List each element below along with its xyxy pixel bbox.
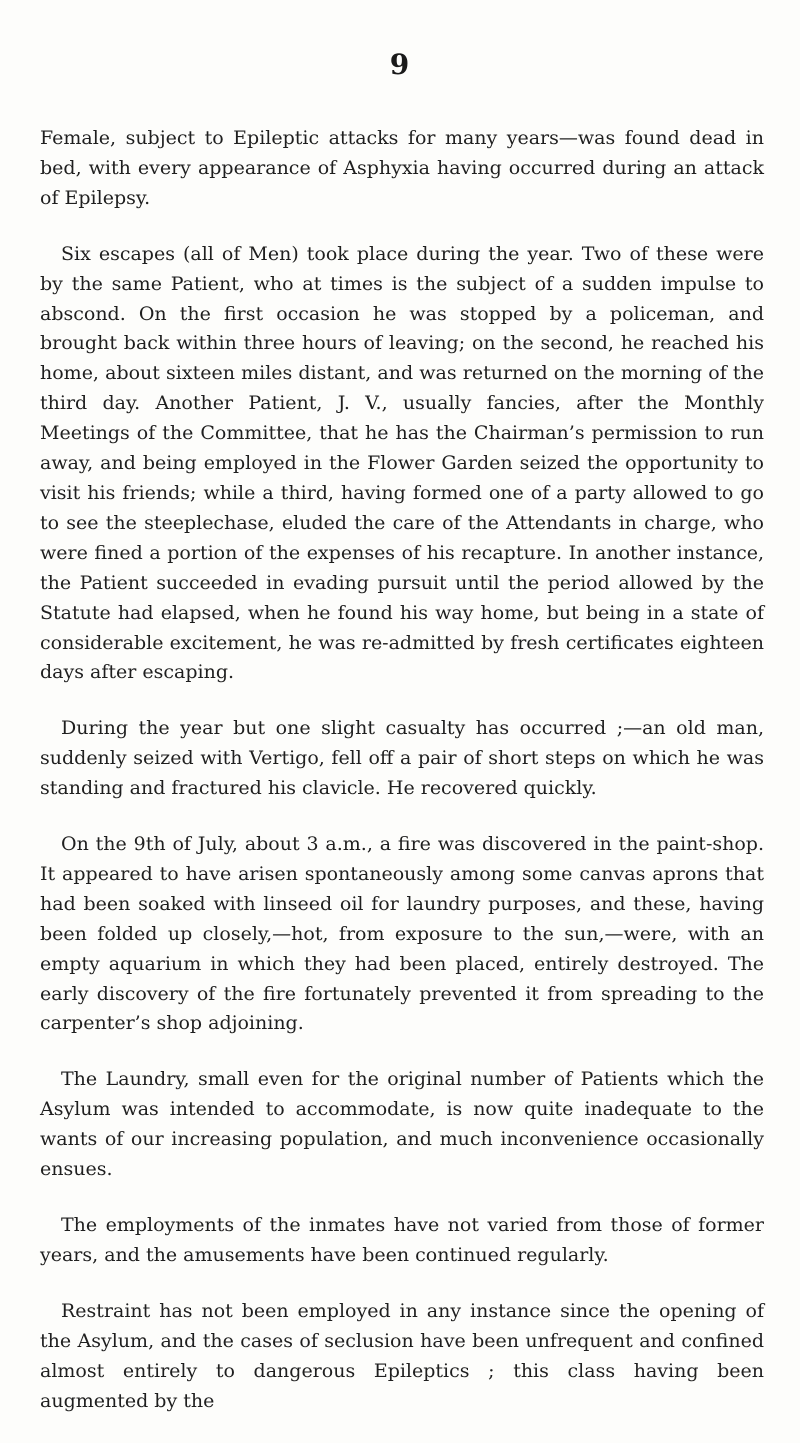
paragraph-fire: On the 9th of July, about 3 a.m., a fire was discovered in the paint-shop. It appeared to have arisen spontaneously among some canvas aprons that had been soaked with linseed oil for laundry purposes, and these, having been folded up closely,—hot, from exposure to the sun,—were, with an empty aquarium in which they had been placed, entirely destroyed. The early discovery of the fire fortunately prevented it from spreading to the carpenter’s shop adjoining. [40, 833, 764, 1035]
paragraph-escapes: Six escapes (all of Men) took place during the year. Two of these were by the same Patient, who at times is the subject of a sudden impulse to abscond. On the first occasion he was stopped by a policeman, and brought back within three hours of leaving; on the second, he reached his home, about sixteen miles distant, and was returned on the morning of the third day. Another Patient, J. V., usually fancies, after the Monthly Meetings of the Committee, that he has the Chairman’s permission to run away, and being employed in the Flower Garden seized the opportunity to visit his friends; while a third, having formed one of a party allowed to go to see the steeplechase, eluded the care of the Attendants in charge, who were fined a portion of the expenses of his recapture. In another instance, the Patient succeeded in evading pursuit until the period allowed by the Statute had elapsed, when he found his way home, but being in a state of considerable excitement, he was re-admitted by fresh certificates eighteen days after escaping. [40, 242, 764, 684]
page-number: 9 [389, 48, 411, 81]
paragraph-restraint: Restraint has not been employed in any instance since the opening of the Asylum, and the cases of seclusion have been unfrequent and confined almost entirely to dangerous Epileptics ; this class having been augmented by the [40, 1299, 764, 1412]
body-text [40, 124, 764, 1442]
paragraph-employments: The employments of the inmates have not varied from those of former years, and the amusements have been continued regularly. [40, 1214, 764, 1266]
paragraph-casualty: During the year but one slight casualty has occurred ;—an old man, suddenly seized with Vertigo, fell off a pair of short steps on which he was standing and fractured his clavicle. He recovered quickly. [40, 717, 764, 800]
paragraph-laundry: The Laundry, small even for the original number of Patients which the Asylum was intended to accommodate, is now quite inadequate to the wants of our increasing population, and much inconvenience occasionally ensues. [40, 1068, 764, 1181]
paragraph-asphyxia-death: Female, subject to Epileptic attacks for many years—was found dead in bed, with every appearance of Asphyxia having occurred during an attack of Epilepsy. [40, 127, 764, 209]
